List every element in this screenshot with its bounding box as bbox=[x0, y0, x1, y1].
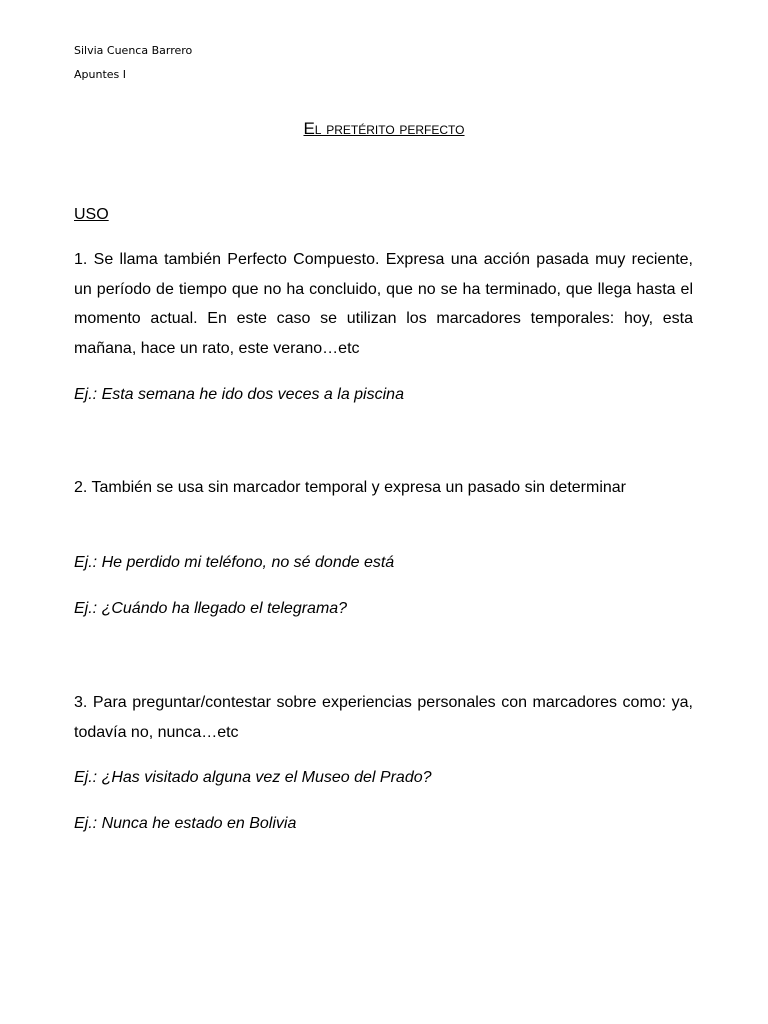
point-3-example-1: Ej.: ¿Has visitado alguna vez el Museo del Prado? bbox=[74, 769, 432, 786]
author-name: Silvia Cuenca Barrero bbox=[74, 44, 193, 57]
document-title: El pretérito perfecto bbox=[303, 119, 465, 138]
point-2-example-1: Ej.: He perdido mi teléfono, no sé donde está bbox=[74, 554, 395, 571]
point-3-example-2: Ej.: Nunca he estado en Bolivia bbox=[74, 815, 297, 832]
point-1-example-1: Ej.: Esta semana he ido dos veces a la piscina bbox=[74, 386, 404, 403]
point-2-text: 2. También se usa sin marcador temporal y expresa un pasado sin determinar bbox=[74, 479, 626, 496]
course-name: Apuntes I bbox=[74, 68, 127, 81]
point-2-example-2: Ej.: ¿Cuándo ha llegado el telegrama? bbox=[74, 600, 348, 617]
point-3-text: 3. Para preguntar/contestar sobre experiencias personales con marcadores como: ya, todavía no, nunca…etc bbox=[74, 694, 693, 741]
section-heading-uso: USO bbox=[74, 206, 109, 223]
point-1-text: 1. Se llama también Perfecto Compuesto. Expresa una acción pasada muy reciente, un período de tiempo que no ha concluido, que no se ha terminado, que llega hasta el momento actual. En este caso se utilizan los marcadores temporales: hoy, esta mañana, hace un rato, este verano…etc bbox=[74, 251, 693, 357]
